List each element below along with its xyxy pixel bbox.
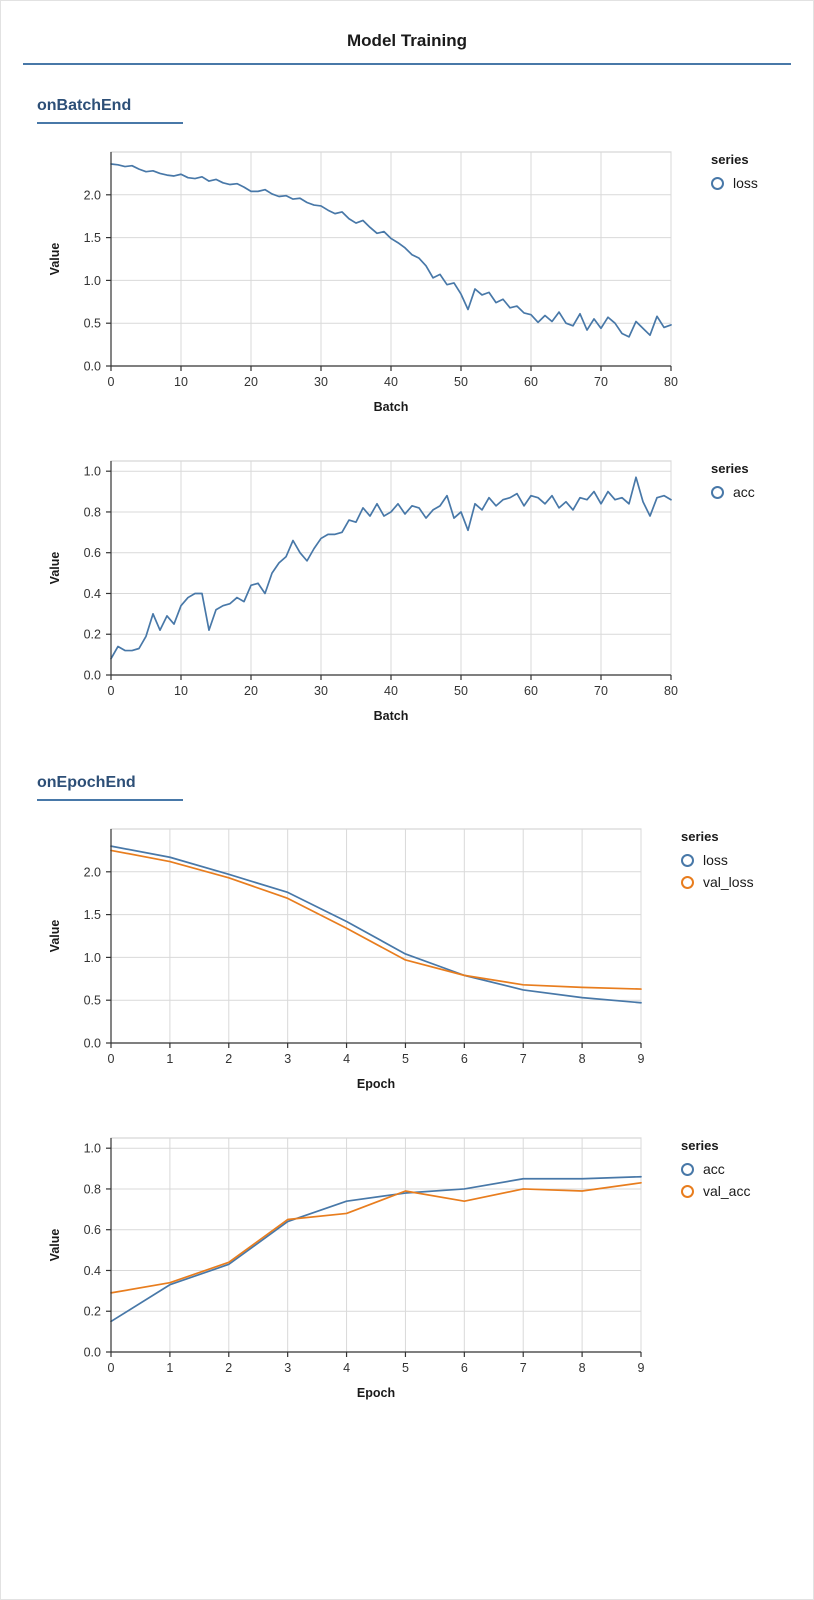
- section-header: [37, 774, 183, 801]
- svg-text:0.0: 0.0: [83, 668, 101, 683]
- legend-title: series: [711, 152, 749, 167]
- svg-text:5: 5: [401, 1052, 409, 1066]
- svg-text:1: 1: [166, 1361, 174, 1375]
- svg-text:10: 10: [174, 684, 188, 698]
- svg-text:1.0: 1.0: [83, 464, 101, 479]
- chart-row-batch-loss: [1, 138, 813, 433]
- svg-text:4: 4: [343, 1052, 351, 1066]
- legend-item-label: acc: [703, 1161, 725, 1177]
- svg-text:0.0: 0.0: [83, 359, 101, 374]
- circle-marker-icon: [711, 486, 724, 499]
- section-onBatchEnd: [1, 97, 813, 742]
- svg-text:1.5: 1.5: [83, 908, 101, 923]
- legend-item[interactable]: [681, 1161, 750, 1177]
- svg-text:0: 0: [107, 1361, 115, 1375]
- page-title: Model Training: [347, 31, 467, 50]
- section-divider: [37, 122, 183, 124]
- svg-text:50: 50: [454, 684, 468, 698]
- svg-text:8: 8: [578, 1361, 586, 1375]
- svg-text:0: 0: [107, 684, 115, 698]
- svg-text:Epoch: Epoch: [356, 1077, 396, 1091]
- svg-text:2.0: 2.0: [83, 865, 101, 880]
- legend-batch-acc: [711, 461, 755, 506]
- section-onEpochEnd: [1, 774, 813, 1419]
- svg-text:0.6: 0.6: [83, 546, 101, 561]
- section-divider: [37, 799, 183, 801]
- legend-batch-loss: [711, 152, 758, 197]
- svg-text:0.5: 0.5: [83, 993, 101, 1008]
- svg-text:30: 30: [314, 375, 328, 389]
- legend-title: series: [681, 1138, 719, 1153]
- svg-text:60: 60: [524, 375, 538, 389]
- svg-text:Epoch: Epoch: [356, 1386, 396, 1400]
- circle-marker-icon: [681, 854, 694, 867]
- svg-text:60: 60: [524, 684, 538, 698]
- chart-canvas-epoch-loss: [1, 815, 671, 1105]
- svg-text:2.0: 2.0: [83, 188, 101, 203]
- svg-text:7: 7: [519, 1052, 527, 1066]
- title-divider: [23, 63, 791, 65]
- chart-row-batch-acc: [1, 447, 813, 742]
- svg-text:Value: Value: [48, 242, 62, 276]
- legend-item-label: loss: [733, 175, 758, 191]
- circle-marker-icon: [681, 1185, 694, 1198]
- svg-text:0.6: 0.6: [83, 1223, 101, 1238]
- svg-text:1.5: 1.5: [83, 231, 101, 246]
- svg-text:30: 30: [314, 684, 328, 698]
- legend-item-label: loss: [703, 852, 728, 868]
- legend-item[interactable]: [681, 874, 754, 890]
- chart-canvas-epoch-acc: [1, 1124, 671, 1414]
- svg-text:2: 2: [225, 1361, 233, 1375]
- svg-text:0.8: 0.8: [83, 505, 101, 520]
- chart-row-epoch-loss: [1, 815, 813, 1110]
- chart-canvas-batch-loss: [1, 138, 701, 428]
- circle-marker-icon: [681, 876, 694, 889]
- svg-text:7: 7: [519, 1361, 527, 1375]
- chart-canvas-batch-acc: [1, 447, 701, 737]
- svg-text:0.0: 0.0: [83, 1036, 101, 1051]
- svg-text:0.4: 0.4: [83, 1263, 101, 1278]
- chart-row-epoch-acc: [1, 1124, 813, 1419]
- legend-title: series: [681, 829, 719, 844]
- svg-text:Batch: Batch: [373, 709, 409, 723]
- svg-text:20: 20: [244, 684, 258, 698]
- legend-item[interactable]: [681, 1183, 750, 1199]
- legend-item[interactable]: [711, 175, 758, 191]
- svg-text:6: 6: [460, 1361, 468, 1375]
- legend-title: series: [711, 461, 749, 476]
- svg-text:0.2: 0.2: [83, 627, 101, 642]
- svg-text:3: 3: [284, 1052, 292, 1066]
- svg-text:70: 70: [594, 375, 608, 389]
- svg-text:0: 0: [107, 375, 115, 389]
- svg-text:70: 70: [594, 684, 608, 698]
- svg-text:Value: Value: [48, 1228, 62, 1262]
- svg-text:40: 40: [384, 375, 398, 389]
- legend-item[interactable]: [711, 484, 755, 500]
- svg-text:0.8: 0.8: [83, 1182, 101, 1197]
- legend-item[interactable]: [681, 852, 754, 868]
- svg-text:1.0: 1.0: [83, 1141, 101, 1156]
- circle-marker-icon: [711, 177, 724, 190]
- svg-text:20: 20: [244, 375, 258, 389]
- chart-batch-loss: [1, 138, 701, 433]
- svg-text:8: 8: [578, 1052, 586, 1066]
- svg-text:Batch: Batch: [373, 400, 409, 414]
- legend-epoch-acc: [681, 1138, 750, 1205]
- chart-epoch-acc: [1, 1124, 671, 1419]
- legend-item-label: val_acc: [703, 1183, 751, 1199]
- section-header: [37, 97, 183, 124]
- svg-text:6: 6: [460, 1052, 468, 1066]
- svg-text:80: 80: [664, 684, 678, 698]
- legend-item-label: val_loss: [703, 874, 754, 890]
- svg-text:0.0: 0.0: [83, 1345, 101, 1360]
- svg-text:40: 40: [384, 684, 398, 698]
- section-title: onEpochEnd: [37, 774, 136, 791]
- svg-text:5: 5: [401, 1361, 409, 1375]
- svg-text:2: 2: [225, 1052, 233, 1066]
- svg-text:0.5: 0.5: [83, 316, 101, 331]
- legend-epoch-loss: [681, 829, 754, 896]
- chart-epoch-loss: [1, 815, 671, 1110]
- svg-text:1.0: 1.0: [83, 273, 101, 288]
- circle-marker-icon: [681, 1163, 694, 1176]
- svg-text:9: 9: [637, 1052, 645, 1066]
- svg-text:9: 9: [637, 1361, 645, 1375]
- section-title: onBatchEnd: [37, 97, 132, 114]
- svg-text:3: 3: [284, 1361, 292, 1375]
- svg-text:Value: Value: [48, 551, 62, 585]
- chart-batch-acc: [1, 447, 701, 742]
- svg-text:10: 10: [174, 375, 188, 389]
- svg-text:50: 50: [454, 375, 468, 389]
- svg-text:0.2: 0.2: [83, 1304, 101, 1319]
- svg-text:1.0: 1.0: [83, 950, 101, 965]
- svg-text:0: 0: [107, 1052, 115, 1066]
- svg-text:1: 1: [166, 1052, 174, 1066]
- svg-text:4: 4: [343, 1361, 351, 1375]
- svg-text:Value: Value: [48, 919, 62, 953]
- svg-text:0.4: 0.4: [83, 586, 101, 601]
- svg-text:80: 80: [664, 375, 678, 389]
- legend-item-label: acc: [733, 484, 755, 500]
